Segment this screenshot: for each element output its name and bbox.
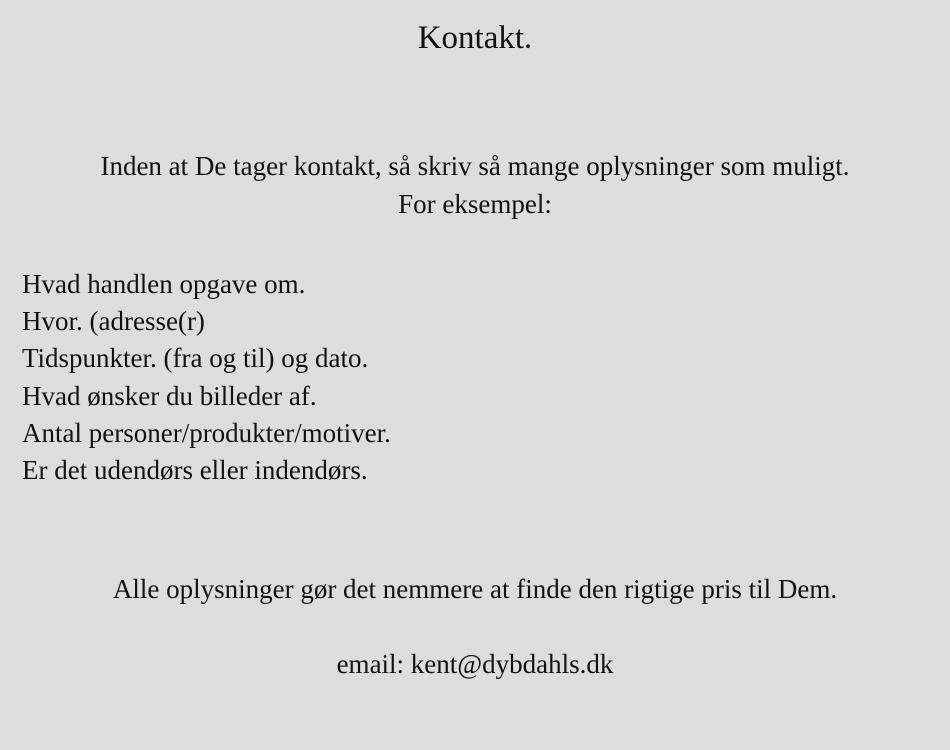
intro-text xyxy=(0,147,950,223)
list-item: Tidspunkter. (fra og til) og dato. xyxy=(22,343,369,374)
intro-line-2: For eksempel: xyxy=(398,189,552,219)
intro-line-1: Inden at De tager kontakt, så skriv så mange oplysninger som muligt. xyxy=(100,151,850,181)
list-item: Hvad ønsker du billeder af. xyxy=(22,380,317,411)
list-item: Hvor. (adresse(r) xyxy=(22,306,205,337)
page-title: Kontakt. xyxy=(417,20,533,56)
info-list xyxy=(22,266,391,489)
closing-text: Alle oplysninger gør det nemmere at finde den rigtige pris til Dem. xyxy=(112,574,838,604)
list-item: Er det udendørs eller indendørs. xyxy=(22,455,368,486)
email-contact[interactable]: email: kent@dybdahls.dk xyxy=(336,649,614,679)
list-item: Hvad handlen opgave om. xyxy=(22,269,306,299)
list-item: Antal personer/produkter/motiver. xyxy=(22,417,391,448)
